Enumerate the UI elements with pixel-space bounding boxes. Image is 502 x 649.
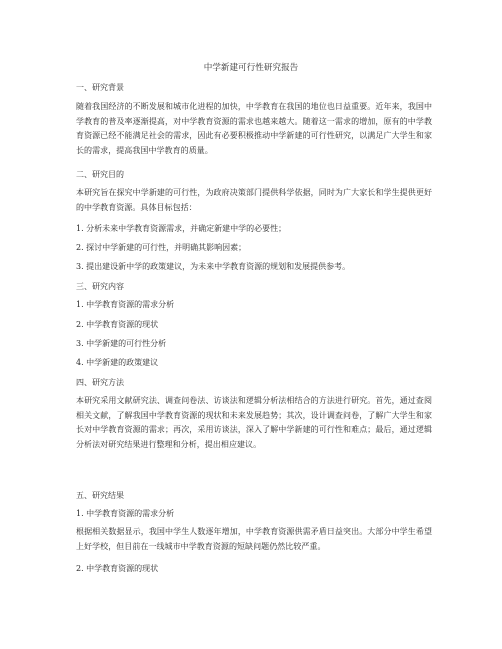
- document-title: 中学新建可行性研究报告: [203, 63, 299, 73]
- paragraph-purpose: 本研究旨在探究中学新建的可行性，为政府决策部门提供科学依据，同时为广大家长和学生提供更好的中学教育资源。具体目标包括：: [76, 188, 432, 212]
- section-heading-method: 四、研究方法: [76, 378, 124, 387]
- content-item-4: 4. 中学新建的政策建议: [76, 358, 159, 367]
- content-item-1: 1. 中学教育资源的需求分析: [76, 300, 175, 309]
- purpose-item-2: 2. 探讨中学新建的可行性，并明确其影响因素；: [76, 243, 247, 252]
- paragraph-method: 本研究采用文献研究法、调查问卷法、访谈法和逻辑分析法相结合的方法进行研究。首先，通过查阅相关文献，了解我国中学教育资源的现状和未来发展趋势；其次，设计调查问卷，了解广大学生和家长对中学教育资源的需求；再次，采用访谈法，深入了解中学新建的可行性和难点；最后，通过逻辑分析法对研究结果进行整理和分析，提出相应建议。: [76, 396, 432, 449]
- paragraph-background: 随着我国经济的不断发展和城市化进程的加快，中学教育在我国的地位也日益重要。近年来，我国中学教育的普及率逐渐提高，对中学教育资源的需求也越来越大。随着这一需求的增加，原有的中学教育资源已经不能满足社会的需求，因此有必要积极推动中学新建的可行性研究，以满足广大学生和家长的需求，提高我国中学教育的质量。: [76, 102, 432, 155]
- section-heading-content: 三、研究内容: [76, 282, 124, 291]
- purpose-item-3: 3. 提出建设新中学的政策建议，为未来中学教育资源的规划和发展提供参考。: [76, 262, 351, 271]
- section-heading-background: 一、研究背景: [76, 83, 124, 92]
- paragraph-results: 根据相关数据显示，我国中学生人数逐年增加，中学教育资源供需矛盾日益突出。大部分中学生希望上好学校，但目前在一线城市中学教育资源的短缺问题仍然比较严重。: [76, 527, 432, 551]
- results-subheading-1: 1. 中学教育资源的需求分析: [76, 509, 175, 518]
- section-heading-results: 五、研究结果: [76, 491, 124, 500]
- results-subheading-2: 2. 中学教育资源的现状: [76, 564, 159, 573]
- content-item-3: 3. 中学新建的可行性分析: [76, 339, 167, 348]
- section-heading-purpose: 二、研究目的: [76, 170, 124, 179]
- content-item-2: 2. 中学教育资源的现状: [76, 320, 159, 329]
- purpose-item-1: 1. 分析未来中学教育资源需求，并确定新建中学的必要性；: [76, 224, 287, 233]
